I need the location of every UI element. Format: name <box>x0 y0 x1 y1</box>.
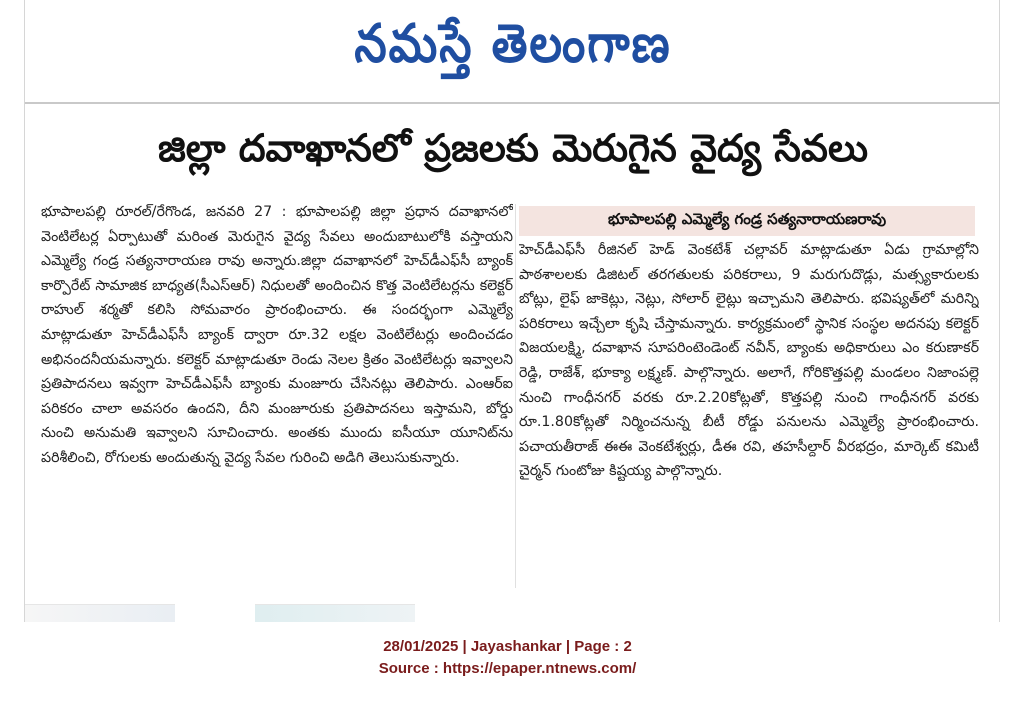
column-divider <box>515 204 516 588</box>
byline-box: భూపాలపల్లి ఎమ్మెల్యే గండ్ర సత్యనారాయణరావు <box>519 206 975 236</box>
footer-source: Source : https://epaper.ntnews.com/ <box>378 660 637 677</box>
cropped-photo-strip <box>255 604 415 622</box>
clipping-footer <box>0 636 1015 680</box>
footer-date-edition: 28/01/2025 | Jayashankar | Page : 2 <box>383 638 632 655</box>
article-right-column: హెచ్‌డీఎఫ్‌సీ రీజినల్ హెడ్ వెంకటేశ్ చల్లావర్ మాట్లాడుతూ ఏడు గ్రామాల్లోని పాఠశాలలకు డిజిటల్ తరగతులకు పరికరాలు, 9 మరుగుదొడ్లు, మత్స్యకారులకు బోట్లు, లైఫ్ జాకెట్లు, నెట్లు, సోలార్ లైట్లు ఇచ్చామని తెలిపారు. భవిష్యత్‌లో మరిన్ని పరికరాలు ఇచ్చేలా కృషి చేస్తామన్నారు. కార్యక్రమంలో స్థానిక సంస్థల అదనపు కలెక్టర్ విజయలక్ష్మి, దవాఖాన సూపరింటెండెంట్ నవీన్, బ్యాంకు అధికారులు ఎం కరుణాకర్ రెడ్డి, రాజేశ్, భూక్యా లక్ష్మణ్. పాల్గొన్నారు. అలాగే, గోరికొత్తపల్లి మండలం నిజాంపల్లె నుంచి గాంధీనగర్ వరకు రూ.2.20కోట్లతో, కొత్తపల్లి నుంచి గాంధీనగర్ వరకు రూ.1.80కోట్లతో నిర్మించనున్న బీటీ రోడ్డు పనులను ఎమ్మెల్యే ప్రారంభించారు. పచాయతీరాజ్ ఈఈ వెంకటేశ్వర్లు, డీఈ రవి, తహసీల్దార్ వీరభద్రం, మార్కెట్ కమిటీ చైర్మన్ గుంటోజు కిష్టయ్య పాల్గొన్నారు. <box>519 242 979 480</box>
article-left-column: భూపాలపల్లి రూరల్/రేగొండ, జనవరి 27 : భూపాలపల్లి జిల్లా ప్రధాన దవాఖానలో వెంటిలేటర్ల ఏర్పాటుతో మరింత మెరుగైన వైద్య సేవలు అందుబాటులోకి వస్తాయని ఎమ్మెల్యే గండ్ర సత్యనారాయణ రావు అన్నారు.జిల్లా దవాఖానలో హెచ్‌డీఎఫ్‌సీ బ్యాంక్ కార్పొరేట్ సామాజిక బాధ్యత(సీఎస్ఆర్) నిధులతో అందించిన కొత్త వెంటిలేటర్లను కలెక్టర్ రాహుల్ శర్మతో కలిసి సోమవారం ప్రారంభించారు. ఈ సందర్భంగా ఎమ్మెల్యే మాట్లాడుతూ హెచ్‌డీఎఫ్‌సీ బ్యాంక్ ద్వారా రూ.32 లక్షల వెంటిలేటర్లు అందించడం అభినందనీయమన్నారు. కలెక్టర్ మాట్లాడుతూ రెండు నెలల క్రితం వెంటిలేటర్లు ఇవ్వాలని ప్రతిపాదనలు ఇవ్వగా హెచ్‌డీఎఫ్‌సీ బ్యాంకు మంజూరు చేసినట్లు తెలిపారు. ఎంఆర్ఐ పరికరం చాలా అవసరం ఉందని, దీని మంజూరుకు ప్రతిపాదనలు ఇస్తామని, బోర్డు నుంచి అనుమతి ఇవ్వాలని సూచించారు. అంతకు ముందు ఐసీయూ యూనిట్‌ను పరిశీలించి, రోగులకు అందుతున్న వైద్య సేవల గురించి అడిగి తెలుసుకున్నారు. <box>41 204 513 466</box>
newspaper-clipping <box>24 0 1000 622</box>
article-headline: జిల్లా దవాఖానలో ప్రజలకు మెరుగైన వైద్య సేవలు <box>157 126 869 170</box>
masthead <box>25 0 1000 100</box>
masthead-logo: నమస్తే తెలంగాణ <box>354 12 672 75</box>
masthead-divider <box>25 102 1000 104</box>
cropped-photo-strip <box>25 604 175 622</box>
